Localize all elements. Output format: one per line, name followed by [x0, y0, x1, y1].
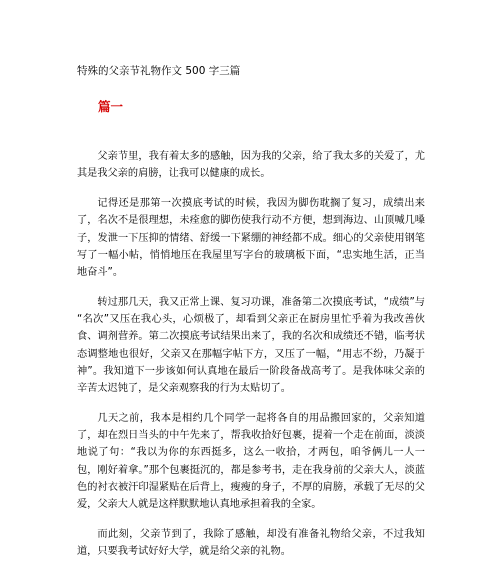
paragraph-1: 父亲节里，我有着太多的感触，因为我的父亲，给了我太多的关爱了，尤其是我父亲的肩膀，让我可以健康的成长。: [77, 151, 425, 180]
document-title: 特殊的父亲节礼物作文 500 字三篇: [77, 65, 241, 77]
paragraph-3: 转过那几天，我又正常上课、复习功课，准备第二次摸底考试，“成绩”与“名次”又压在我心头，心烦极了，却看到父亲正在厨房里忙乎着为我改善伙食、调剂营养。第二次摸底考试结果出来了，我的名次和成绩还不错，临考状态调整地也很好，父亲又在那幅字帖下方，又压了一幅，“用志不纷，乃凝于神”。我知道下一步该如何认真地在最后一阶段备战高考了。是我体味父亲的辛苦太迟钝了，是父亲观察我的行为太贴切了。: [77, 297, 425, 395]
paragraph-5: 而此刻，父亲节到了，我除了感触，却没有准备礼物给父亲，不过我知道，只要我考试好好大学，就是给父亲的礼物。: [77, 529, 425, 558]
paragraph-4: 几天之前，我本是相约几个同学一起将各自的用品搬回家的，父亲知道了，却在烈日当头的中午先来了，帮我收拾好包裹，提着一个走在前面，淡淡地说了句：“我以为你的东西挺多，这么一收拾，才两包，咱爷俩儿一人一包，刚好着拿。”那个包裹挺沉的，都是参考书，走在我身前的父亲大人，淡蓝色的衬衣被汗印湿紧贴在后背上，瘦瘦的身子，不厚的肩膀，承载了无尽的父爱，父亲大人就是这样默默地认真地承担着我的全家。: [77, 413, 425, 511]
section-heading: 篇一: [98, 99, 124, 114]
document-body: [77, 148, 425, 560]
paragraph-2: 记得还是那第一次摸底考试的时候，我因为脚伤耽搁了复习，成绩出来了，名次不是很理想，未痊愈的脚伤使我行动不方便，想到海边、山顶喊几嗓子，发泄一下压抑的情绪、舒缓一下紧绷的神经都不成。细心的父亲使用钢笔写了一幅小帖，悄悄地压在我屋里写字台的玻璃板下面，“忠实地生活，正当地奋斗”。: [77, 198, 425, 279]
